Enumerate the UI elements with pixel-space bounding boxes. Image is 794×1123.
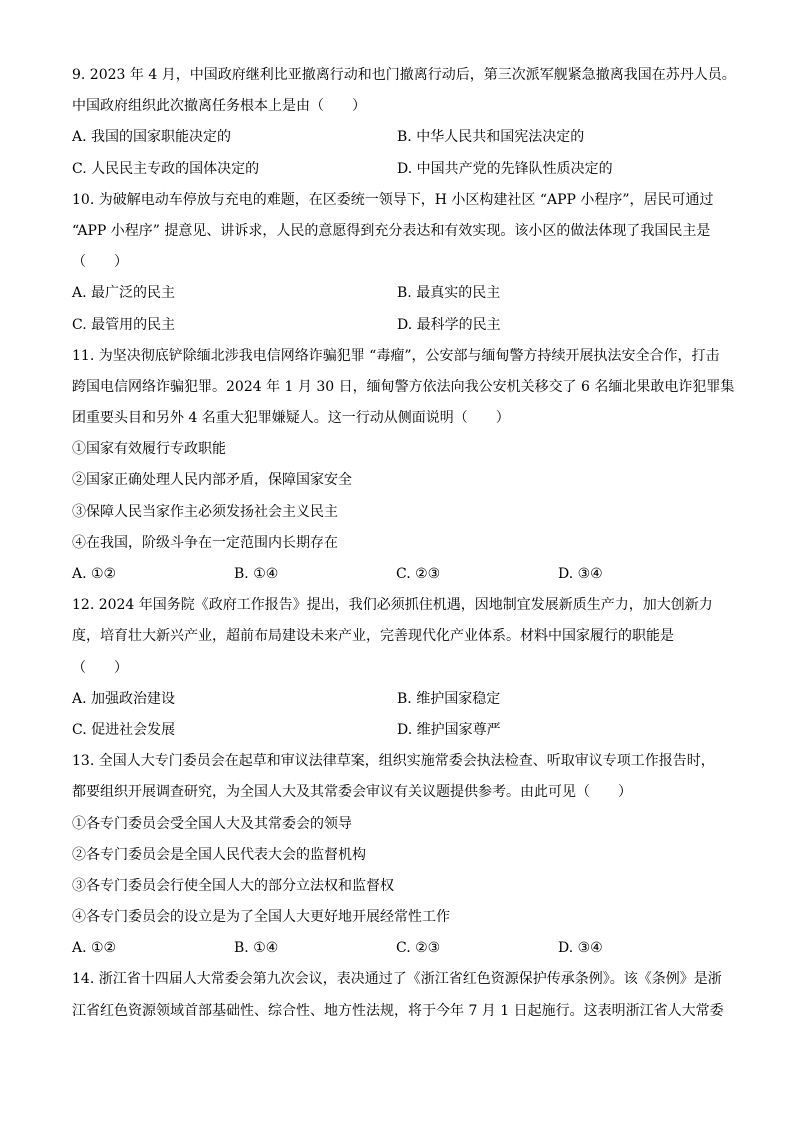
option-c: C. 促进社会发展 [72,721,176,738]
question-text-line: “APP 小程序” 提意见、讲诉求，人民的意愿得到充分表达和有效实现。该小区的做法体现了我国民主是 [72,222,711,239]
statement-4: ④各专门委员会的设立是为了全国人大更好地开展经常性工作 [72,909,450,926]
option-b: B. ①④ [234,566,279,582]
option-a: A. 最广泛的民主 [72,285,176,302]
option-d: D. ③④ [558,940,603,957]
option-a: A. ①② [72,566,117,582]
option-b: B. ①④ [234,940,279,957]
options-row [72,933,722,964]
option-d: D. 中国共产党的先锋队性质决定的 [397,160,613,177]
option-d: D. 维护国家尊严 [397,721,501,738]
statement-1: ①国家有效履行专政职能 [72,441,226,458]
statement-2: ②各专门委员会是全国人民代表大会的监督机构 [72,846,366,863]
option-c: C. ②③ [396,940,441,957]
question-12 [72,590,722,746]
statement-1: ①各专门委员会受全国人大及其常委会的领导 [72,815,352,832]
question-text-line: 跨国电信网络诈骗犯罪。2024 年 1 月 30 日，缅甸警方依法向我公安机关移交了 6 名缅北果敢电诈犯罪集 [72,378,735,395]
option-a: A. 加强政治建设 [72,690,176,707]
option-a: A. 我国的国家职能决定的 [72,129,232,146]
statement-3: ③保障人民当家作主必须发扬社会主义民主 [72,503,338,520]
question-text-line: 度，培育壮大新兴产业，超前布局建设未来产业，完善现代化产业体系。材料中国家履行的职能是 [72,628,674,645]
option-c: C. ②③ [396,566,441,582]
option-b: B. 维护国家稳定 [397,690,501,707]
question-11 [72,341,735,591]
options-row [72,122,722,153]
question-13 [72,746,722,964]
options-row [72,154,722,185]
statement-2: ②国家正确处理人民内部矛盾，保障国家安全 [72,472,352,489]
question-text-line: 11. 为坚决彻底铲除缅北涉我电信网络诈骗犯罪 “毒瘤”，公安部与缅甸警方持续开展执法安全合作，打击 [72,347,720,364]
question-text-line: 团重要头目和另外 4 名重大犯罪嫌疑人。这一行动从侧面说明（ ） [72,410,510,427]
options-row [72,278,722,309]
options-row [72,715,722,746]
option-d: D. ③④ [558,566,603,582]
question-text-line: 江省红色资源领域首部基础性、综合性、地方性法规，将于今年 7 月 1 日起施行。这表明浙江省人大常委 [72,1002,724,1019]
option-b: B. 中华人民共和国宪法决定的 [397,129,585,146]
question-text-line: 9. 2023 年 4 月，中国政府继利比亚撤离行动和也门撤离行动后，第三次派军舰紧急撤离我国在苏丹人员。 [72,67,736,83]
question-9 [72,60,736,185]
options-row [72,310,722,341]
option-c: C. 人民民主专政的国体决定的 [72,160,260,177]
question-text-line: 12. 2024 年国务院《政府工作报告》提出，我们必须抓住机遇，因地制宜发展新质生产力，加大创新力 [72,597,713,614]
question-text-line: 10. 为破解电动车停放与充电的难题，在区委统一领导下，H 小区构建社区 “APP 小程序”，居民可通过 [72,191,714,208]
option-a: A. ①② [72,940,117,957]
question-text-line: 13. 全国人大专门委员会在起草和审议法律草案，组织实施常委会执法检查、听取审议专项工作报告时， [72,753,715,770]
question-text-line: （ ） [72,659,128,676]
question-text-line: 14. 浙江省十四届人大常委会第九次会议，表决通过了《浙江省红色资源保护传承条例》。该《条例》是浙 [72,971,722,988]
option-b: B. 最真实的民主 [397,285,501,302]
question-text-line: （ ） [72,254,128,271]
question-14 [72,964,722,1026]
options-row [72,559,722,590]
statement-4: ④在我国，阶级斗争在一定范围内长期存在 [72,534,338,551]
statement-3: ③各专门委员会行使全国人大的部分立法权和监督权 [72,877,394,894]
option-d: D. 最科学的民主 [397,316,501,333]
options-row [72,684,722,715]
exam-page [72,60,736,1027]
question-text-line: 都要组织开展调查研究，为全国人大及其常委会审议有关议题提供参考。由此可见（ ） [72,784,632,801]
option-c: C. 最管用的民主 [72,316,176,333]
question-text-line: 中国政府组织此次撤离任务根本上是由（ ） [72,98,366,115]
question-10 [72,185,722,341]
